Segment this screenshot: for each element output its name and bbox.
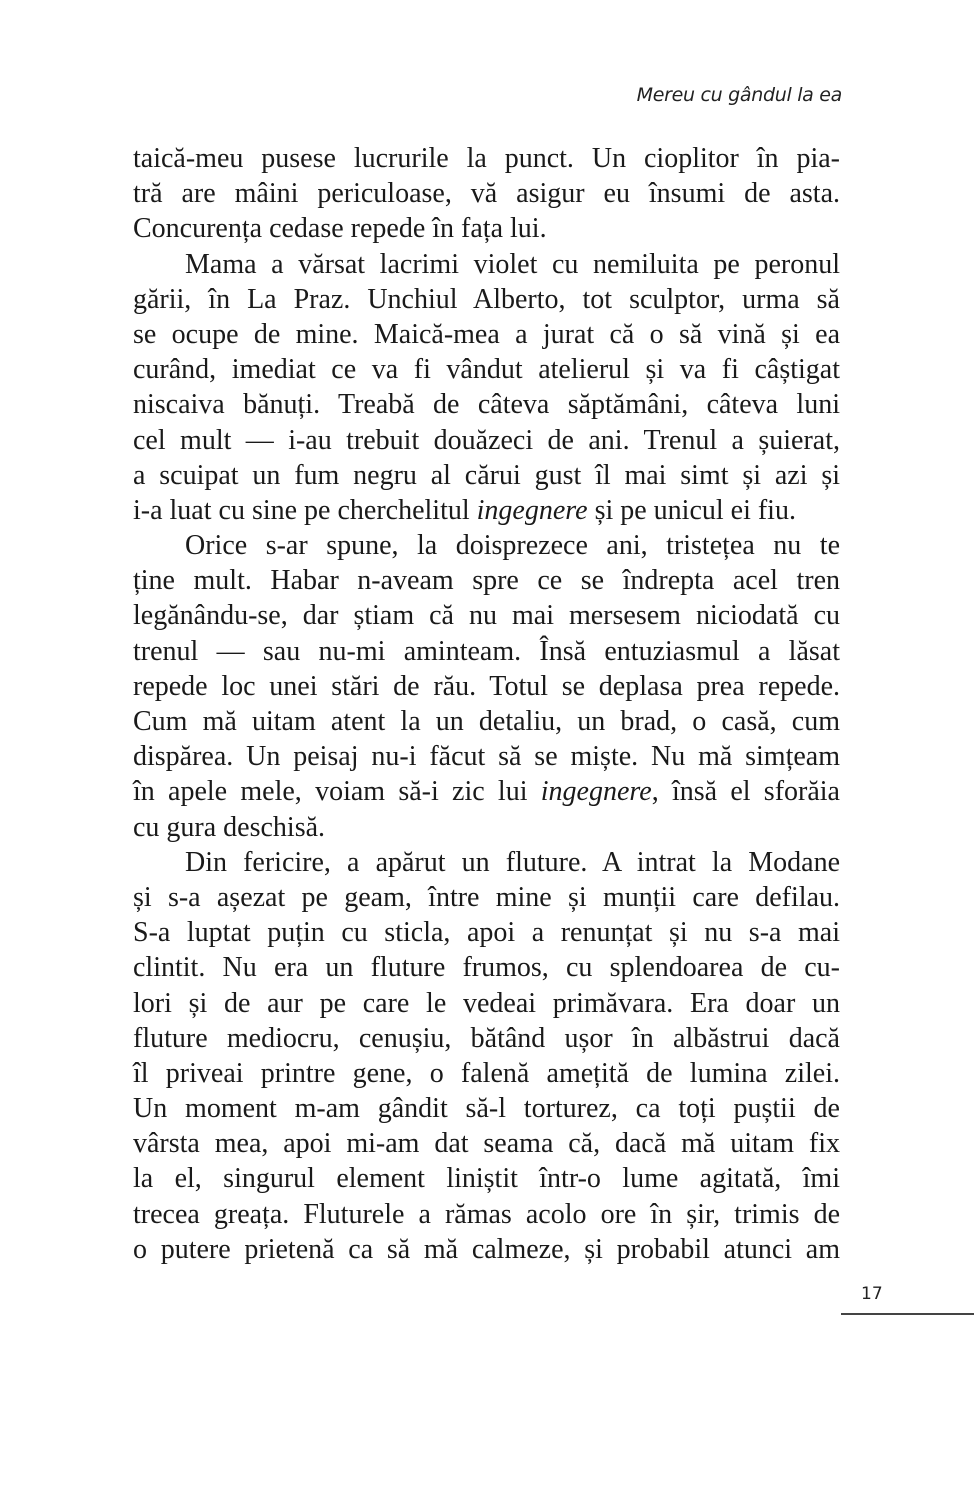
text-segment: și pe unicul ei fiu. <box>587 494 796 526</box>
text-line <box>133 598 840 633</box>
page-number-rule <box>841 1313 974 1315</box>
text-line <box>133 1091 840 1126</box>
text-segment: lori și de aur pe care le vedeai primăvara. Era doar un <box>133 987 840 1019</box>
text-line <box>133 317 840 352</box>
text-segment: repede loc unei stări de rău. Totul se deplasa prea repede. <box>133 670 840 702</box>
text-segment: fluture mediocru, cenușiu, bătând ușor în albăstrui dacă <box>133 1022 840 1054</box>
text-line <box>133 528 840 563</box>
text-segment: la el, singurul element liniștit într-o lume agitată, îmi <box>133 1163 840 1195</box>
text-line <box>133 493 840 528</box>
text-segment: curând, imediat ce va fi vândut atelierul și va fi câștigat <box>133 354 840 386</box>
text-line <box>133 458 840 493</box>
body-text <box>133 141 840 1267</box>
text-segment: în apele mele, voiam să-i zic lui <box>133 776 541 808</box>
text-segment: cel mult — i-au trebuit douăzeci de ani. Trenul a șuierat, <box>133 424 840 456</box>
italic-term: ingegnere <box>476 494 588 526</box>
text-line <box>133 774 840 809</box>
text-line <box>133 950 840 985</box>
text-segment: și s-a așezat pe geam, între mine și munții care defilau. <box>133 881 840 913</box>
text-line <box>133 1056 840 1091</box>
text-segment: a scuipat un fum negru al cărui gust îl mai simt și azi și <box>133 459 840 491</box>
text-segment: S-a luptat puțin cu sticla, apoi a renunțat și nu s-a mai <box>133 917 840 949</box>
text-line <box>133 176 840 211</box>
text-segment: taică-meu pusese lucrurile la punct. Un cioplitor în pia- <box>133 143 840 174</box>
text-line <box>133 247 840 282</box>
text-segment: clintit. Nu era un fluture frumos, cu splendoarea de cu- <box>133 952 840 984</box>
text-segment: Cum mă uitam atent la un detaliu, un brad, o casă, cum <box>133 706 840 737</box>
text-line <box>133 141 840 176</box>
text-line <box>133 1161 840 1196</box>
text-line <box>133 352 840 387</box>
text-segment: Din fericire, a apărut un fluture. A intrat la Modane <box>185 846 840 878</box>
text-segment: Orice s-ar spune, la doisprezece ani, tristețea nu te <box>185 530 840 562</box>
text-segment: o putere prietenă ca să mă calmeze, și probabil atunci am <box>133 1233 840 1265</box>
text-segment: se ocupe de mine. Maică-mea a jurat că o să vină și ea <box>133 318 840 350</box>
text-line <box>133 634 840 669</box>
text-segment: trecea greața. Fluturele a rămas acolo ore în șir, trimis de <box>133 1198 840 1230</box>
text-segment: legănându-se, dar știam că nu mai mersesem niciodată cu <box>133 600 840 632</box>
text-line <box>133 915 840 950</box>
italic-term: ingegnere <box>540 776 652 808</box>
text-segment: tră are mâini periculoase, vă asigur eu însumi de asta. <box>133 178 840 210</box>
text-segment: îl priveai printre gene, o falenă amețită de lumina zilei. <box>133 1057 840 1089</box>
running-header: Mereu cu gândul la ea <box>636 84 842 106</box>
text-segment: Un moment m-am gândit să-l torturez, ca toți puștii de <box>133 1093 840 1125</box>
text-line <box>133 563 840 598</box>
text-line <box>133 1232 840 1267</box>
text-segment: i-a luat cu sine pe cherchelitul <box>133 494 477 526</box>
text-line <box>133 211 840 246</box>
text-line <box>133 1126 840 1161</box>
text-line <box>133 880 840 915</box>
text-line <box>133 423 840 458</box>
text-segment: Mama a vărsat lacrimi violet cu nemiluita pe peronul <box>185 248 840 280</box>
text-segment: trenul — sau nu-mi aminteam. Însă entuziasmul a lăsat <box>133 635 840 667</box>
text-line <box>133 1021 840 1056</box>
page-number: 17 <box>861 1284 883 1304</box>
text-segment: vârsta mea, apoi mi-am dat seama că, dacă mă uitam fix <box>133 1128 840 1160</box>
text-line <box>133 387 840 422</box>
text-segment: ține mult. Habar n-aveam spre ce se îndrepta acel tren <box>133 565 840 597</box>
text-segment: , însă el sforăia <box>651 776 840 808</box>
text-segment: gării, în La Praz. Unchiul Alberto, tot sculptor, urma să <box>133 283 840 315</box>
text-line <box>133 845 840 880</box>
text-line <box>133 810 840 845</box>
text-line <box>133 1197 840 1232</box>
text-segment: cu gura deschisă. <box>133 811 326 843</box>
text-segment: niscaiva bănuți. Treabă de câteva săptămâni, câteva luni <box>133 389 840 421</box>
text-segment: Concurența cedase repede în fața lui. <box>133 213 547 245</box>
text-line <box>133 704 840 739</box>
text-line <box>133 669 840 704</box>
text-line <box>133 282 840 317</box>
text-segment: dispărea. Un peisaj nu-i făcut să se miște. Nu mă simțeam <box>133 741 840 773</box>
text-line <box>133 739 840 774</box>
text-line <box>133 986 840 1021</box>
